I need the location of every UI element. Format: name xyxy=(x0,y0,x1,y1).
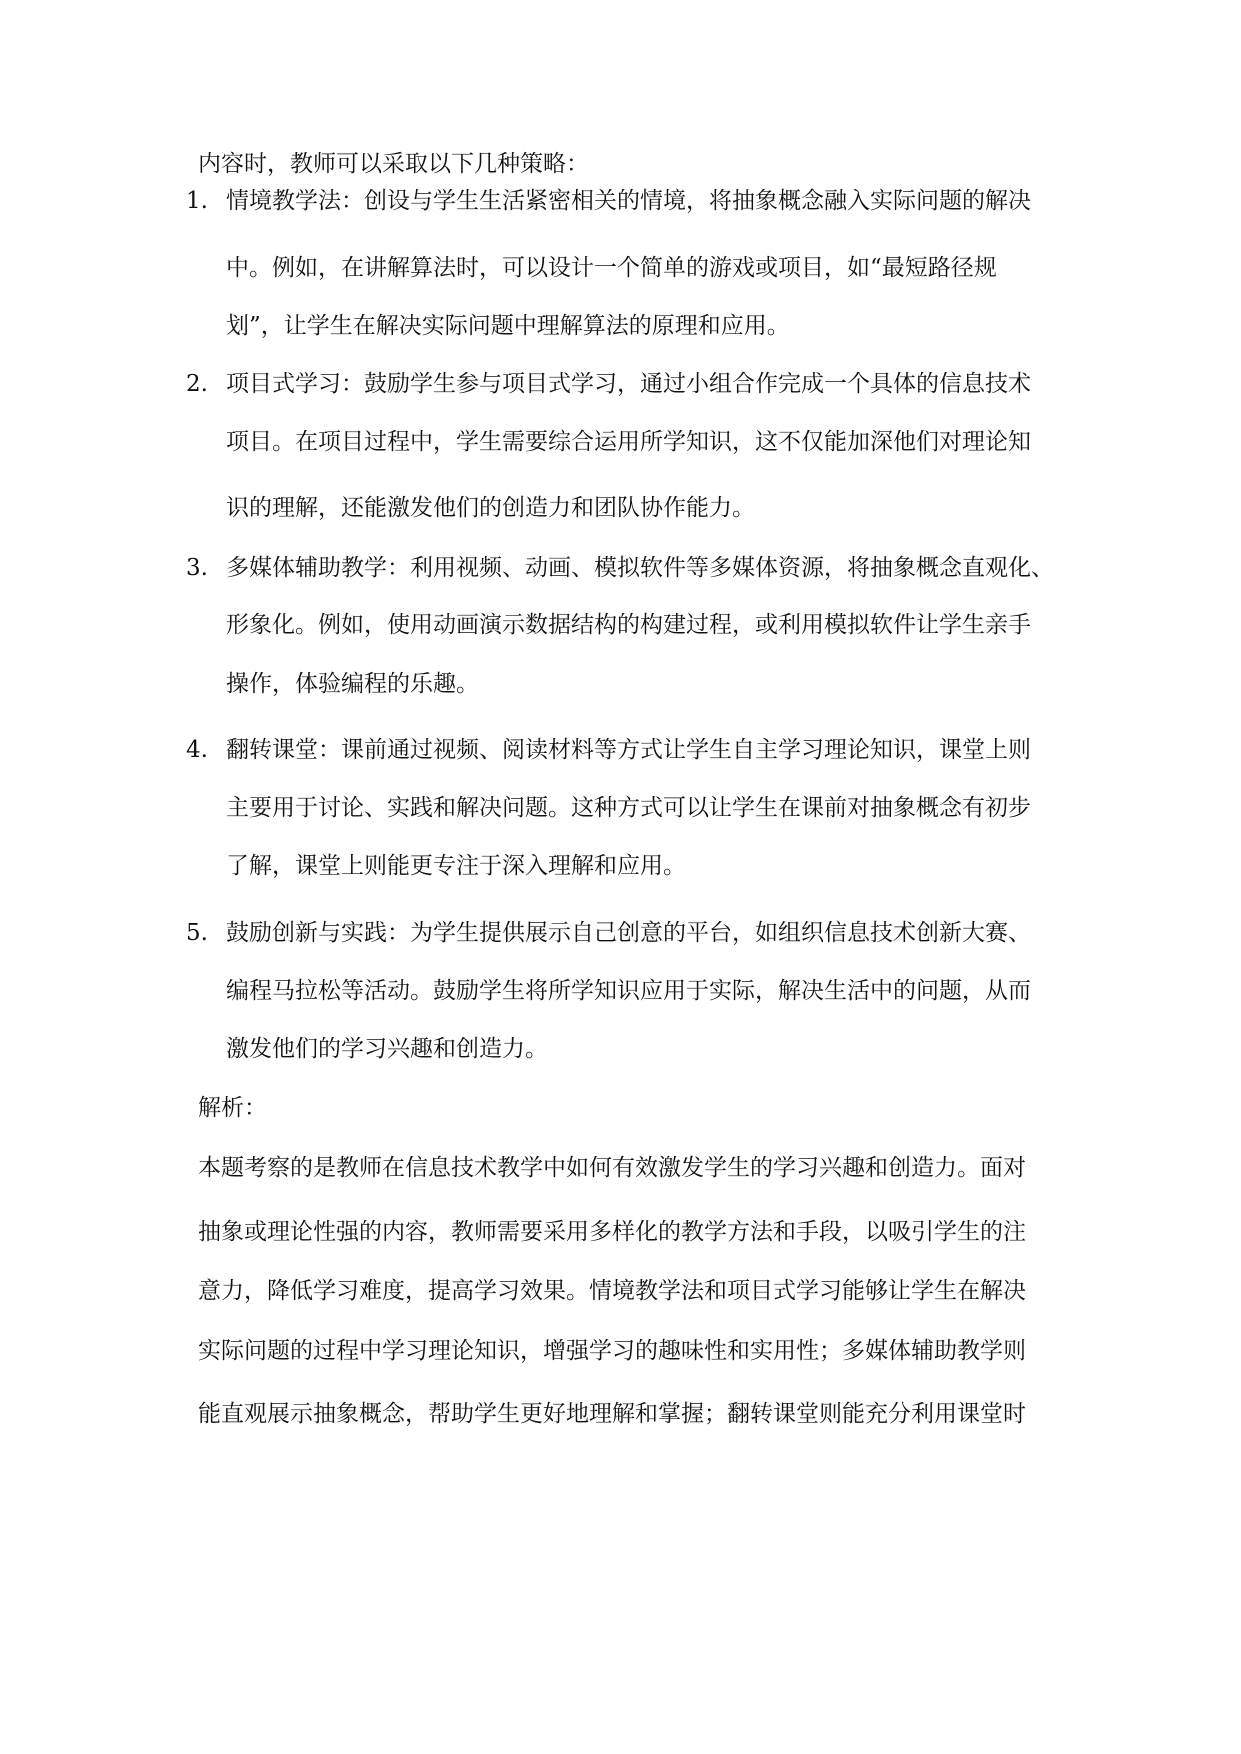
item-line: 多媒体辅助教学：利用视频、动画、模拟软件等多媒体资源，将抽象概念直观化、 xyxy=(226,555,1054,581)
item-number: 3. xyxy=(186,555,208,581)
item-number: 2. xyxy=(186,371,208,397)
item-number: 5. xyxy=(186,920,208,946)
intro-line: 内容时，教师可以采取以下几种策略： xyxy=(198,151,589,177)
analysis-line: 本题考察的是教师在信息技术教学中如何有效激发学生的学习兴趣和创造力。面对 xyxy=(198,1155,1026,1181)
item-line: 鼓励创新与实践：为学生提供展示自己创意的平台，如组织信息技术创新大赛、 xyxy=(226,920,1031,946)
item-line: 划”，让学生在解决实际问题中理解算法的原理和应用。 xyxy=(226,313,790,339)
item-number: 1. xyxy=(186,188,208,214)
analysis-heading: 解析： xyxy=(198,1095,267,1121)
item-line: 操作，体验编程的乐趣。 xyxy=(226,671,479,697)
item-line: 了解，课堂上则能更专注于深入理解和应用。 xyxy=(226,853,686,879)
item-line: 主要用于讨论、实践和解决问题。这种方式可以让学生在课前对抽象概念有初步 xyxy=(226,795,1031,821)
item-line: 识的理解，还能激发他们的创造力和团队协作能力。 xyxy=(226,495,755,521)
item-line: 翻转课堂：课前通过视频、阅读材料等方式让学生自主学习理论知识，课堂上则 xyxy=(226,737,1031,763)
item-line: 项目。在项目过程中，学生需要综合运用所学知识，这不仅能加深他们对理论知 xyxy=(226,429,1031,455)
analysis-line: 能直观展示抽象概念，帮助学生更好地理解和掌握；翻转课堂则能充分利用课堂时 xyxy=(198,1401,1026,1427)
item-line: 形象化。例如，使用动画演示数据结构的构建过程，或利用模拟软件让学生亲手 xyxy=(226,612,1031,638)
item-line: 激发他们的学习兴趣和创造力。 xyxy=(226,1036,548,1062)
item-line: 中。例如，在讲解算法时，可以设计一个简单的游戏或项目，如“最短路径规 xyxy=(226,255,997,281)
analysis-line: 实际问题的过程中学习理论知识，增强学习的趣味性和实用性；多媒体辅助教学则 xyxy=(198,1338,1026,1364)
analysis-line: 抽象或理论性强的内容，教师需要采用多样化的教学方法和手段，以吸引学生的注 xyxy=(198,1219,1026,1245)
item-line: 编程马拉松等活动。鼓励学生将所学知识应用于实际，解决生活中的问题，从而 xyxy=(226,978,1031,1004)
analysis-line: 意力，降低学习难度，提高学习效果。情境教学法和项目式学习能够让学生在解决 xyxy=(198,1278,1026,1304)
item-line: 情境教学法：创设与学生生活紧密相关的情境，将抽象概念融入实际问题的解决 xyxy=(226,188,1031,214)
item-line: 项目式学习：鼓励学生参与项目式学习，通过小组合作完成一个具体的信息技术 xyxy=(226,371,1031,397)
item-number: 4. xyxy=(186,737,208,763)
